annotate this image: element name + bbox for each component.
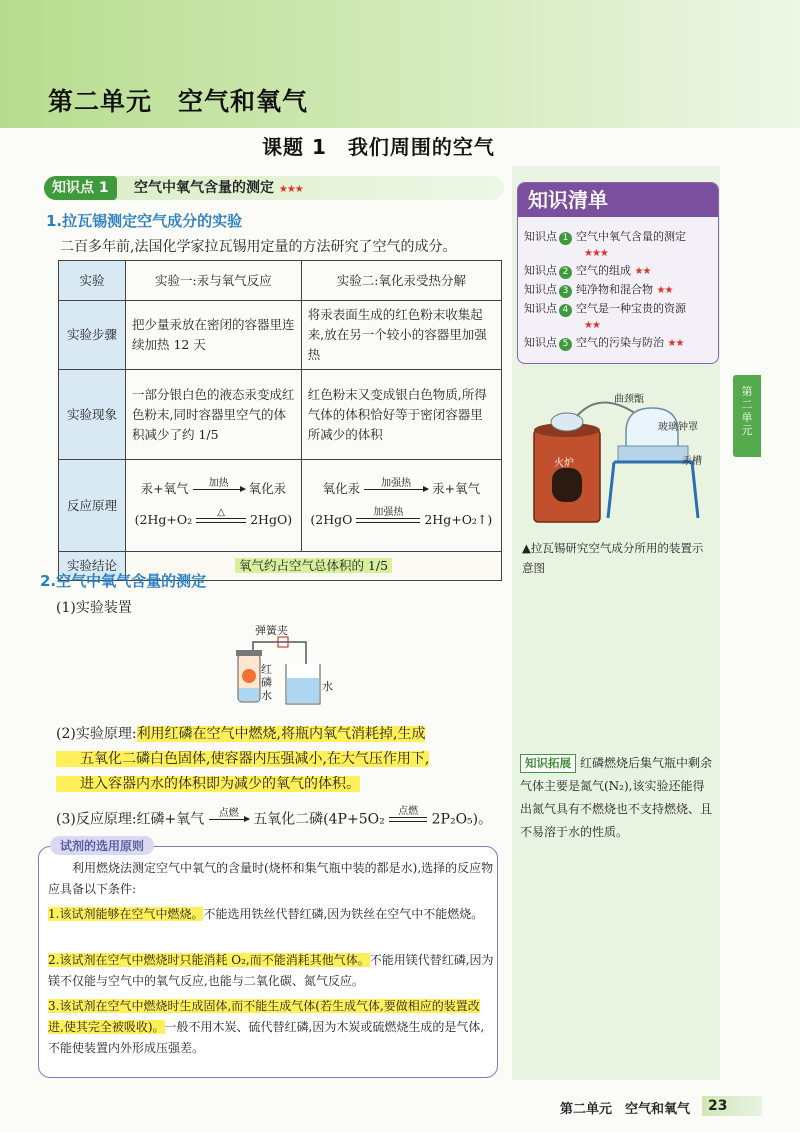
phosphorus-apparatus-diagram [220, 624, 360, 714]
water-label-bottle: 水 [261, 689, 272, 702]
list-item: 知识点 3 纯净物和混合物 ★★ [524, 283, 673, 296]
table-row [59, 370, 502, 460]
table-cell [126, 460, 302, 552]
table-cell [301, 460, 501, 552]
mercury-trough [618, 446, 688, 462]
section-heading-1: 1.拉瓦锡测定空气成分的实验 [46, 212, 243, 230]
extension-text: 红磷燃烧后集气瓶中剩余气体主要是氮气(N₂),该实验还能得出氮气具有不燃烧也不支持燃烧、且不易溶于水的性质。 [520, 756, 713, 839]
experiment-table [58, 260, 502, 581]
page-number: 23 [702, 1096, 762, 1116]
phosphorus-label-1: 红 [261, 663, 272, 676]
stand [608, 462, 698, 518]
knowledge-list-box [517, 182, 719, 364]
beaker-water [287, 678, 319, 703]
list-item: 知识点 2 空气的组成 ★★ [524, 264, 651, 277]
knowledge-list-title: 知识清单 [518, 183, 718, 217]
trough-label: 汞槽 [682, 456, 702, 467]
bottle-water [239, 688, 259, 701]
bell-jar-label: 玻璃钟罩 [658, 422, 698, 433]
phosphorus-label-2: 磷 [261, 676, 272, 689]
table-cell: 把少量汞放在密闭的容器里连续加热 12 天 [126, 301, 302, 370]
lesson-title: 课题 1 我们周围的空气 [262, 135, 495, 159]
note-item-1: 1.该试剂能够在空气中燃烧。不能选用铁丝代替红磷,因为铁丝在空气中不能燃烧。 [48, 907, 484, 921]
clamp-label: 弹簧夹 [255, 624, 288, 637]
figure-caption: ▲拉瓦锡研究空气成分所用的装置示意图 [522, 541, 704, 575]
water-label-beaker: 水 [322, 680, 333, 693]
apparatus-subheading: (1)实验装置 [56, 600, 132, 616]
table-row [59, 301, 502, 370]
table-cell: 红色粉末又变成银白色物质,所得气体的体积恰好等于密闭容器里所减少的体积 [301, 370, 501, 460]
word-equation-1: 汞+氧气 加热 氧化汞 [140, 477, 287, 496]
row-label: 反应原理 [59, 460, 126, 552]
principle-prefix: (2)实验原理: [56, 726, 137, 742]
principle-line-1: 利用红磷在空气中燃烧,将瓶内氧气消耗掉,生成 [136, 726, 426, 742]
note-item-3: 3.该试剂在空气中燃烧时生成固体,而不能生成气体(若生成气体,要做相应的装置改进,使其完全被吸收)。一般不用木炭、硫代替红磷,因为木炭或硫燃烧生成的是气体,不能使装置内外形成压强差。 [48, 999, 485, 1055]
principle-paragraph [56, 722, 496, 797]
word-equation-2: 氧化汞 加强热 汞+氧气 [322, 477, 481, 496]
row-label: 实验步骤 [59, 301, 126, 370]
table-row [59, 261, 502, 301]
principle-line-2: 五氧化二磷白色固体,使容器内压强减小,在大气压作用下, [56, 751, 429, 767]
extension-tag: 知识拓展 [520, 754, 576, 773]
table-header: 实验一:汞与氧气反应 [126, 261, 302, 301]
reaction-principle: (3)反应原理:红磷+氧气 点燃 五氧化二磷(4P+5O₂ 点燃 2P₂O₅)。 [56, 806, 493, 828]
table-row [59, 460, 502, 552]
difficulty-stars: ★★★ [278, 184, 303, 195]
section1-intro: 二百多年前,法国化学家拉瓦锡用定量的方法研究了空气的成分。 [60, 239, 457, 255]
section-heading-2: 2.空气中氧气含量的测定 [40, 572, 207, 590]
table-header: 实验 [59, 261, 126, 301]
row-label: 实验结论 [59, 552, 126, 581]
list-item: 知识点 5 空气的污染与防治 ★★ [524, 336, 684, 349]
list-item: 知识点 4 空气是一种宝贵的资源 ★★ [524, 302, 686, 331]
bottle-stopper [236, 650, 262, 656]
flame [242, 669, 256, 683]
principle-line-3: 进入容器内水的体积即为减少的氧气的体积。 [56, 776, 360, 792]
symbol-equation-1: (2Hg+O₂ △ 2HgO) [134, 506, 293, 527]
table-header: 实验二:氧化汞受热分解 [301, 261, 501, 301]
row-label: 实验现象 [59, 370, 126, 460]
furnace-label: 火炉 [554, 458, 574, 469]
unit-title: 第二单元 空气和氧气 [48, 87, 309, 116]
note-tag: 试剂的选用原则 [50, 836, 154, 855]
table-cell: 将汞表面生成的红色粉末收集起来,放在另一个较小的容器里加强热 [301, 301, 501, 370]
conclusion-text: 氧气约占空气总体积的 1/5 [235, 558, 392, 573]
table-cell: 一部分银白色的液态汞变成红色粉末,同时容器里空气的体积减少了约 1/5 [126, 370, 302, 460]
knowledge-point-title: 空气中氧气含量的测定 ★★★ [134, 180, 303, 196]
unit-side-tab: 第 二 单 元 [733, 375, 761, 457]
list-item: 知识点 1 空气中氧气含量的测定 ★★★ [524, 230, 686, 259]
symbol-equation-2: (2HgO 加强热 2Hg+O₂↑) [310, 506, 493, 527]
footer-unit: 第二单元 空气和氧气 [560, 1102, 691, 1117]
lavoisier-apparatus-figure [522, 388, 718, 534]
note-intro: 利用燃烧法测定空气中氧气的含量时(烧杯和集气瓶中装的都是水),选择的反应物应具备以下条件: [48, 861, 494, 896]
furnace-opening [552, 468, 582, 502]
note-item-2: 2.该试剂在空气中燃烧时只能消耗 O₂,而不能消耗其他气体。不能用镁代替红磷,因为镁不仅能与空气中的氧气反应,也能与二氧化碳、氮气反应。 [48, 953, 494, 988]
retort-label: 曲颈甑 [614, 394, 644, 405]
knowledge-extension [520, 752, 712, 844]
knowledge-point-tag: 知识点 1 [44, 176, 117, 200]
